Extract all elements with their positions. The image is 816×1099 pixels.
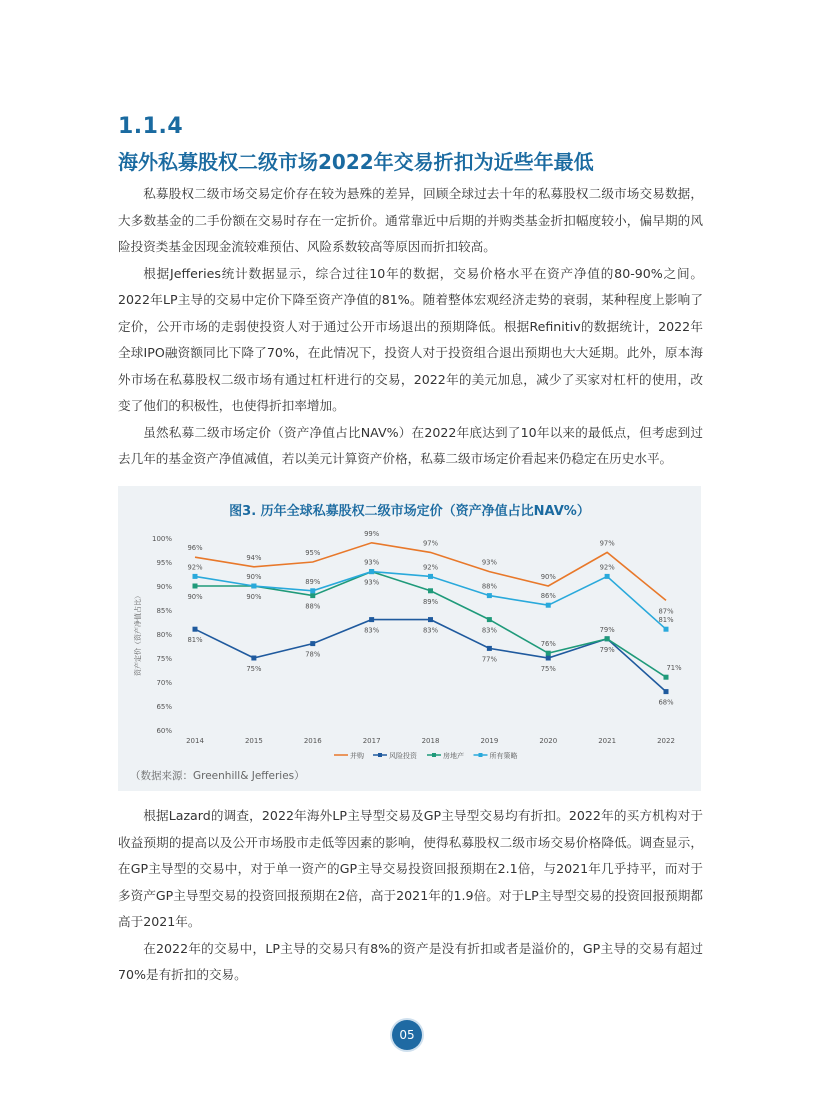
data-point bbox=[428, 617, 433, 622]
paragraph: 虽然私募二级市场定价（资产净值占比NAV%）在2022年底达到了10年以来的最低点，但考虑到过去几年的基金资产净值减值，若以美元计算资产价格，私募二级市场定价看起来仍稳定在历史水平。 bbox=[118, 424, 703, 466]
data-label: 97% bbox=[422, 539, 439, 548]
section-title: 海外私募股权二级市场2022年交易折扣为近些年最低 bbox=[118, 150, 594, 174]
legend-marker bbox=[479, 753, 483, 757]
data-label: 88% bbox=[305, 602, 321, 611]
x-tick-label: 2014 bbox=[186, 737, 204, 745]
y-tick-label: 85% bbox=[156, 607, 172, 615]
data-label: 79% bbox=[599, 625, 615, 634]
data-point bbox=[310, 588, 315, 593]
body-text-top bbox=[118, 181, 703, 473]
data-point bbox=[369, 569, 374, 574]
data-point bbox=[546, 603, 551, 608]
data-point bbox=[487, 593, 492, 598]
y-tick-label: 80% bbox=[156, 631, 172, 639]
data-label: 99% bbox=[364, 529, 380, 538]
x-tick-label: 2022 bbox=[657, 737, 675, 745]
y-tick-label: 65% bbox=[156, 703, 172, 711]
data-label: 81% bbox=[658, 616, 674, 625]
data-point bbox=[193, 627, 198, 632]
data-label: 97% bbox=[599, 539, 615, 548]
x-tick-label: 2021 bbox=[598, 737, 617, 745]
data-point bbox=[251, 656, 256, 661]
data-label: 79% bbox=[599, 645, 615, 654]
data-label: 89% bbox=[422, 597, 439, 606]
y-tick-label: 70% bbox=[156, 679, 172, 687]
data-point bbox=[487, 617, 492, 622]
data-label: 93% bbox=[364, 578, 380, 587]
legend-label: 风险投资 bbox=[389, 752, 417, 760]
data-point bbox=[487, 646, 492, 651]
data-label: 90% bbox=[540, 573, 556, 581]
chart-title: 图3. 历年全球私募股权二级市场定价（资产净值占比NAV%） bbox=[229, 504, 590, 519]
chart-panel bbox=[118, 486, 701, 791]
y-tick-label: 60% bbox=[156, 727, 172, 735]
data-label: 71% bbox=[666, 664, 682, 673]
data-point bbox=[546, 656, 551, 661]
data-label: 76% bbox=[540, 640, 556, 649]
data-label: 94% bbox=[246, 553, 262, 562]
data-label: 77% bbox=[481, 655, 497, 664]
data-point bbox=[428, 588, 433, 593]
data-label: 95% bbox=[305, 549, 321, 557]
data-label: 92% bbox=[187, 563, 203, 572]
x-tick-label: 2020 bbox=[539, 737, 558, 745]
data-point bbox=[546, 651, 551, 656]
data-label: 86% bbox=[540, 592, 556, 601]
y-tick-label: 95% bbox=[156, 559, 172, 567]
data-label: 90% bbox=[187, 593, 203, 601]
page-number: 05 bbox=[392, 1020, 422, 1050]
data-label: 75% bbox=[540, 665, 556, 673]
body-text-bottom bbox=[118, 803, 703, 989]
y-tick-label: 100% bbox=[151, 535, 172, 543]
data-label: 93% bbox=[481, 558, 497, 567]
data-label: 83% bbox=[422, 626, 439, 635]
x-tick-label: 2015 bbox=[244, 737, 263, 745]
data-point bbox=[193, 574, 198, 579]
line-chart bbox=[118, 486, 701, 791]
data-label: 68% bbox=[658, 698, 674, 707]
chart-source: （数据来源：Greenhill& Jefferies） bbox=[130, 770, 305, 782]
data-point bbox=[310, 641, 315, 646]
data-point bbox=[605, 636, 610, 641]
data-point bbox=[310, 593, 315, 598]
paragraph: 根据Lazard的调查，2022年海外LP主导型交易及GP主导型交易均有折扣。2022年的买方机构对于收益预期的提高以及公开市场股市走低等因素的影响，使得私募股权二级市场交易价格降低。调查显示，在GP主导型的交易中，对于单一资产的GP主导交易投资回报预期在2.1倍，与2021年几乎持平，而对于多资产GP主导型交易的投资回报预期在2倍，高于2021年的1.9倍。对于LP主导型交易的投资回报预期都高于2021年。 bbox=[118, 808, 703, 929]
paragraph: 根据Jefferies统计数据显示，综合过往10年的数据，交易价格水平在资产净值的80-90%之间。2022年LP主导的交易中定价下降至资产净值的81%。随着整体宏观经济走势的衰弱，某种程度上影响了定价，公开市场的走弱使投资人对于通过公开市场退出的预期降低。根据Refinitiv的数据统计，2022年全球IPO融资额同比下降了70%，在此情况下，投资人对于投资组合退出预期也大大延期。此外，原本海外市场在私募股权二级市场有通过杠杆进行的交易，2022年的美元加息，减少了买家对杠杆的使用，改变了他们的积极性，也使得折扣率增加。 bbox=[118, 265, 703, 413]
data-point bbox=[428, 574, 433, 579]
data-point bbox=[664, 675, 669, 680]
legend-marker bbox=[432, 753, 436, 757]
x-tick-label: 2017 bbox=[362, 737, 381, 745]
data-label: 90% bbox=[246, 573, 262, 581]
x-tick-label: 2018 bbox=[421, 737, 440, 745]
data-label: 75% bbox=[246, 665, 262, 673]
data-point bbox=[664, 627, 669, 632]
legend-label: 并购 bbox=[350, 752, 364, 760]
y-axis-label: 资产定价（资产净值占比） bbox=[134, 592, 142, 676]
paragraph: 私募股权二级市场交易定价存在较为悬殊的差异，回顾全球过去十年的私募股权二级市场交易数据，大多数基金的二手份额在交易时存在一定折价。通常靠近中后期的并购类基金折扣幅度较小，偏早期的风险投资类基金因现金流较难预估、风险系数较高等原因而折扣较高。 bbox=[118, 186, 703, 254]
data-label: 88% bbox=[481, 582, 497, 591]
data-point bbox=[193, 584, 198, 589]
x-tick-label: 2019 bbox=[480, 737, 499, 745]
data-point bbox=[251, 584, 256, 589]
legend-marker bbox=[378, 753, 382, 757]
legend-label: 所有策略 bbox=[489, 752, 518, 760]
data-label: 90% bbox=[246, 593, 262, 601]
data-label: 78% bbox=[305, 650, 321, 659]
data-point bbox=[605, 574, 610, 579]
data-label: 83% bbox=[481, 626, 497, 635]
data-label: 92% bbox=[599, 563, 615, 572]
data-label: 87% bbox=[658, 607, 674, 616]
data-point bbox=[369, 617, 374, 622]
data-point bbox=[664, 689, 669, 694]
data-label: 81% bbox=[187, 636, 203, 645]
data-label: 96% bbox=[187, 544, 203, 553]
data-label: 89% bbox=[305, 577, 321, 586]
section-number: 1.1.4 bbox=[118, 114, 184, 139]
y-tick-label: 90% bbox=[156, 583, 172, 591]
y-tick-label: 75% bbox=[156, 655, 172, 663]
paragraph: 在2022年的交易中，LP主导的交易只有8%的资产是没有折扣或者是溢价的，GP主导的交易有超过70%是有折扣的交易。 bbox=[118, 940, 703, 982]
data-label: 93% bbox=[364, 558, 380, 567]
x-tick-label: 2016 bbox=[303, 737, 322, 745]
data-label: 83% bbox=[364, 626, 380, 635]
legend-label: 房地产 bbox=[443, 752, 464, 760]
data-label: 92% bbox=[422, 563, 439, 572]
